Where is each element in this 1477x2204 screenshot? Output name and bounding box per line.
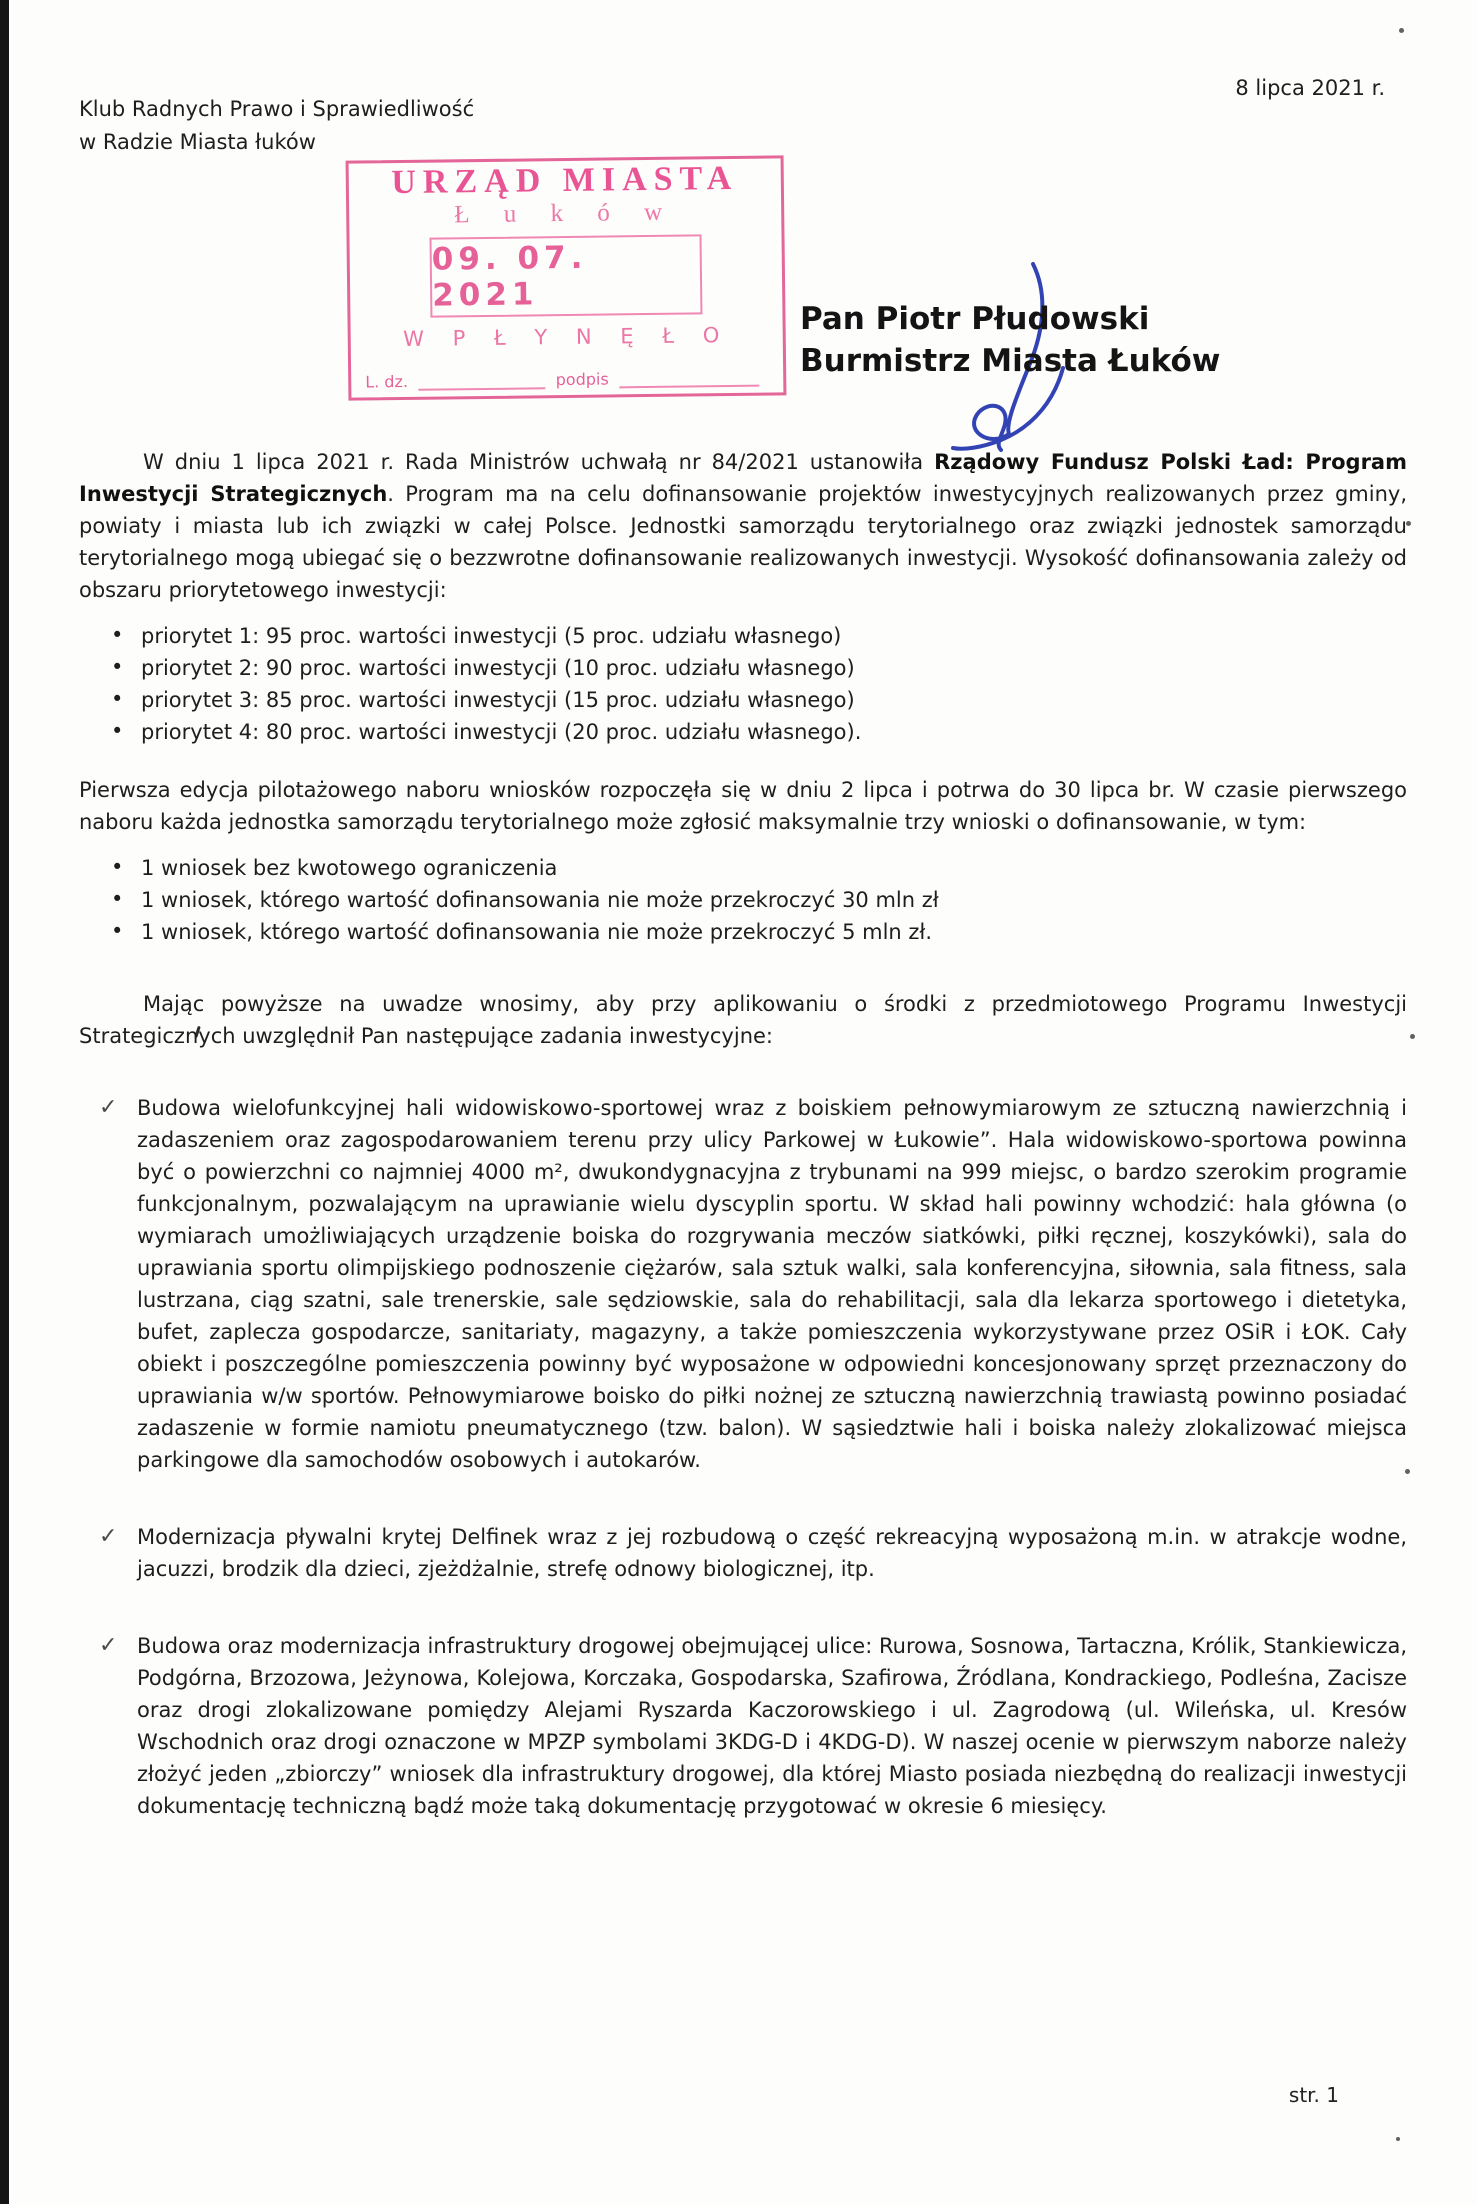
wniosek-item-text: 1 wniosek, którego wartość dofinansowania nie może przekroczyć 5 mln zł.: [141, 920, 933, 944]
paragraph-nabor: Pierwsza edycja pilotażowego naboru wniosków rozpoczęła się w dniu 2 lipca i potrwa do 30 lipca br. W czasie pierwszego naboru każda jednostka samorządu terytorialnego może zgłosić maksymalnie trzy wnioski o dofinansowanie, w tym:: [79, 778, 1407, 834]
priority-item-text: priorytet 3: 85 proc. wartości inwestycji (15 proc. udziału własnego): [141, 688, 855, 712]
paragraph-intro-after: . Program ma na celu dofinansowanie projektów inwestycyjnych realizowanych przez gminy, powiaty i miasta lub ich związki w całej Polsce. Jednostki samorządu terytorialnego oraz związki jednostek samorządu terytorialnego mogą ubiegać się o bezzwrotne dofinansowanie realizowanych inwestycji. Wysokość dofinansowania zależy od obszaru priorytetowego inwestycji:: [79, 482, 1407, 602]
check-icon: ✓: [99, 1095, 118, 1120]
scan-speck: [1396, 2137, 1400, 2141]
stamp-date-box: [429, 234, 702, 317]
scan-edge-strip: [0, 0, 9, 2204]
task-text: Budowa wielofunkcyjnej hali widowiskowo-sportowej wraz z boiskiem pełnowymiarowym ze sztuczną nawierzchnią i zadaszeniem oraz zagospodarowaniem terenu przy ulicy Parkowej w Łukowie”. Hala widowiskowo-sportowa powinna być o powierzchni co najmniej 4000 m², dwukondygnacyjna z trybunami na 999 miejsc, o bardzo szerokim programie funkcjonalnym, pozwalającym na uprawianie wielu dyscyplin sportu. W skład hali powinny wchodzić: hala główna (o wymiarach umożliwiających urządzenie boiska do rozgrywania meczów siatkówki, piłki ręcznej, koszykówki), sala do uprawiania sportu olimpijskiego podnoszenie ciężarów, sala sztuk walki, sala konferencyjna, siłownia, sala fitness, sala lustrzana, ciąg szatni, sale trenerskie, sale sędziowskie, sala do rehabilitacji, sala dla lekarza sportowego i dietetyka, bufet, zaplecza gospodarcze, sanitariaty, magazyny, a także pomieszczenia wykorzystywane przez OSiR i ŁOK. Cały obiekt i poszczególne pomieszczenia powinny być wyposażone w odpowiedni koncesjonowany sprzęt przeznaczony do uprawiania w/w sportów. Pełnowymiarowe boisko do piłki nożnej ze sztuczną nawierzchnią trawiastą powinno posiadać zadaszenie w formie namiotu pneumatycznego (tzw. balon). W sąsiedztwie hali i boiska należy zlokalizować miejsca parkingowe dla samochodów osobowych i autokarów.: [137, 1096, 1407, 1472]
wniosek-item-text: 1 wniosek, którego wartość dofinansowania nie może przekroczyć 30 mln zł: [141, 888, 939, 912]
scan-speck: [1410, 1034, 1415, 1039]
intake-stamp: [346, 155, 787, 400]
program-name-bold: Rządowy Fundusz Polski Ład: Program Inwestycji Strategicznych: [79, 450, 1407, 506]
priority-list-item: [79, 620, 1407, 652]
sender-line-1: Klub Radnych Prawo i Sprawiedliwość: [79, 97, 475, 121]
recipient-block: [800, 298, 1220, 382]
recipient-title: Burmistrz Miasta Łuków: [800, 343, 1221, 379]
stamp-bottom-row: [365, 368, 769, 392]
priority-item-text: priorytet 4: 80 proc. wartości inwestycji (20 proc. udziału własnego).: [141, 720, 862, 744]
bullet-dot-icon: •: [111, 887, 124, 911]
wniosek-list-item: [79, 852, 1407, 884]
priority-list-item: [79, 684, 1407, 716]
priority-list-item: [79, 716, 1407, 748]
bullet-dot-icon: •: [111, 855, 124, 879]
bullet-dot-icon: •: [111, 687, 124, 711]
sender-block: [79, 93, 474, 159]
bullet-dot-icon: •: [111, 623, 124, 647]
task-item-plywalnia: [79, 1521, 1407, 1585]
bullet-dot-icon: •: [111, 719, 124, 743]
priority-item-text: priorytet 2: 90 proc. wartości inwestycji (10 proc. udziału własnego): [141, 656, 855, 680]
task-item-hala: [79, 1092, 1407, 1476]
stamp-blank-line: [619, 371, 760, 389]
priority-list: [79, 620, 1407, 748]
bullet-dot-icon: •: [111, 919, 124, 943]
wniosek-list-item: [79, 884, 1407, 916]
letter-date: 8 lipca 2021 r.: [1235, 76, 1385, 100]
task-text: Budowa oraz modernizacja infrastruktury drogowej obejmującej ulice: Rurowa, Sosnowa, Tartaczna, Królik, Stankiewicza, Podgórna, Brzozowa, Jeżynowa, Kolejowa, Korczaka, Gospodarska, Szafirowa, Źródlana, Kondrackiego, Podleśna, Zacisze oraz drogi zlokalizowane pomiędzy Alejami Ryszarda Kaczorowskiego i ul. Zagrodową (ul. Wileńska, ul. Kresów Wschodnich oraz drogi oznaczone w MPZP symbolami 3KDG-D i 4KDG-D). W naszej ocenie w pierwszym naborze należy złożyć jeden „zbiorczy” wniosek dla infrastruktury drogowej, dla której Miasto posiada niezbędną do realizacji inwestycji dokumentację techniczną bądź może taką dokumentację przygotować w okresie 6 miesięcy.: [137, 1634, 1407, 1818]
letter-body: [79, 446, 1407, 1867]
paragraph-intro: [79, 446, 1407, 606]
stamp-podpis-label: podpis: [555, 369, 609, 390]
wniosek-item-text: 1 wniosek bez kwotowego ograniczenia: [141, 856, 558, 880]
stamp-office-name: URZĄD MIASTA: [391, 159, 739, 202]
stamp-city-name: Ł u k ó w: [454, 198, 677, 229]
stamp-received-label: W P Ł Y N Ę Ł O: [403, 322, 731, 351]
paragraph-request: Mając powyższe na uwadze wnosimy, aby przy aplikowaniu o środki z przedmiotowego Programu Inwestycji Strategicznych uwzględnił Pan następujące zadania inwestycyjne:: [79, 992, 1407, 1048]
stamp-date: 09. 07. 2021: [431, 239, 588, 314]
stamp-blank-line: [418, 373, 546, 391]
priority-list-item: [79, 652, 1407, 684]
bullet-dot-icon: •: [111, 655, 124, 679]
task-text: Modernizacja pływalni krytej Delfinek wraz z jej rozbudową o część rekreacyjną wyposażoną m.in. w atrakcje wodne, jacuzzi, brodzik dla dzieci, zjeżdżalnie, strefę odnowy biologicznej, itp.: [137, 1525, 1407, 1581]
priority-item-text: priorytet 1: 95 proc. wartości inwestycji (5 proc. udziału własnego): [141, 624, 842, 648]
check-icon: ✓: [99, 1633, 118, 1658]
recipient-name: Pan Piotr Płudowski: [800, 301, 1150, 337]
wniosek-list-item: [79, 916, 1407, 948]
sender-line-2: w Radzie Miasta łuków: [79, 130, 316, 154]
task-item-drogi: [79, 1630, 1407, 1822]
scan-speck: [1399, 28, 1404, 33]
task-list: [79, 1092, 1407, 1822]
paragraph-intro-before: W dniu 1 lipca 2021 r. Rada Ministrów uchwałą nr 84/2021 ustanowiła: [143, 450, 935, 474]
wniosek-list: [79, 852, 1407, 948]
stamp-ldz-label: L. dz.: [365, 371, 409, 392]
page-number: str. 1: [1288, 2083, 1339, 2107]
check-icon: ✓: [99, 1524, 118, 1549]
